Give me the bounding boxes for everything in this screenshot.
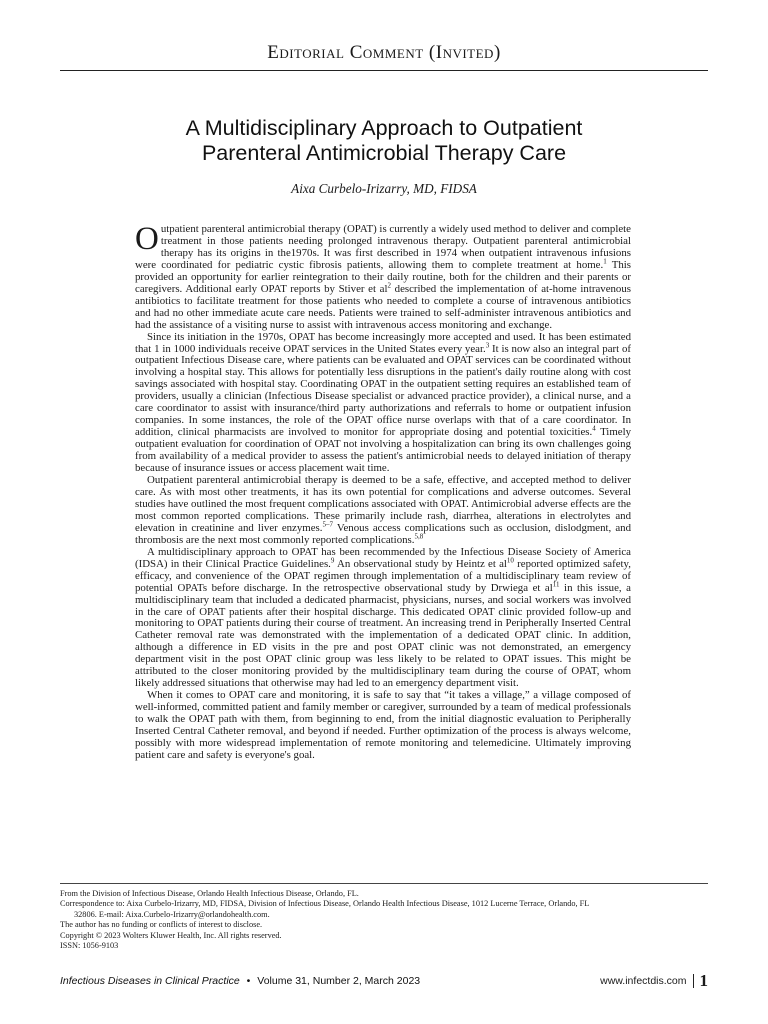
citation-ref[interactable]: 1 xyxy=(603,257,607,266)
issn-note: ISSN: 1056-9103 xyxy=(60,941,119,951)
page-number: 1 xyxy=(699,971,708,990)
journal-website[interactable]: www.infectdis.com xyxy=(600,975,687,987)
citation-ref[interactable]: 4 xyxy=(592,424,596,433)
citation-ref[interactable]: 11 xyxy=(552,579,560,588)
text-run: described the implementation of at-home intravenous antibiotics to facilitate treatment for those patients who needed to complete a course of intravenous antibiotics and had no other immediate acute care needs. Patients were trained to self-administer intravenous antibiotics and had the assistance of a visiting nurse to assist with intravenous access monitoring and exchange. xyxy=(135,282,631,331)
footnote-rule xyxy=(60,883,708,884)
text-run: in this issue, a multidisciplinary team that included a dedicated pharmacist, physicians, nurses, and social workers was involved in the care of OPAT patients after their hospital discharge. This dedicated OPAT clinic provided follow-up and monitoring to OPAT patients during their course of treatment. An increasing trend in Peripherally Inserted Central Catheter removal rate was demonstrated with the implementation of a dedicated OPAT clinic. In addition, although a difference in ED visits in the pre and post OPAT clinic was not demonstrated, an emergency department visit in the post OPAT clinic group was less likely to be related to OPAT issues. This might be attributed to the closer monitoring provided by the multidisciplinary team during the course of OPAT, whom likely addressed situations that otherwise may had led to an emergency department visit. xyxy=(135,581,631,690)
footer-separator: • xyxy=(246,975,251,987)
text-run: Venous access complications such as occlusion, dislodgment, and thrombosis are the next most commonly reported complications. xyxy=(135,521,632,546)
footer-divider xyxy=(693,974,694,988)
correspondence-email[interactable]: 32806. E-mail: Aixa.Curbelo-Irizarry@orlandohealth.com. xyxy=(74,909,270,919)
paragraph-5: When it comes to OPAT care and monitoring, it is safe to say that “it takes a village,” a village composed of well-informed, committed patient and family member or caregiver, surrounded by a team of medical professionals to walk the OPAT path with them, from beginning to end, from the initial diagnostic evaluation to Peripherally Inserted Central Catheter removal, and beyond if needed. Further optimization of the process is always welcome, possibly with more widespread implementation of remote monitoring and telemedicine. Ultimately improving patient care and safety is everyone's goal. xyxy=(135,689,631,761)
text-run: reported optimized safety, efficacy, and convenience of the OPAT regimen through implementation of a multidisciplinary team review of potential OPATs before discharge. In the retrospective observational study by Drwiega et al xyxy=(135,557,631,594)
author-byline: Aixa Curbelo-Irizarry, MD, FIDSA xyxy=(291,181,477,196)
funding-note: The author has no funding or conflicts of interest to disclose. xyxy=(60,920,263,930)
paragraph-4 xyxy=(135,547,631,690)
text-run: An observational study by Heintz et al xyxy=(334,557,507,570)
header-rule xyxy=(60,70,708,71)
title-line-2: Parenteral Antimicrobial Therapy Care xyxy=(201,141,567,165)
text-run: This provided an opportunity for earlier reintegration to their daily routine, both for the children and their parents or caregivers. Additional early OPAT reports by Stiver et al xyxy=(135,258,631,295)
text-run: Timely outpatient evaluation for coordination of OPAT not involving a hospitalization can bring its own challenges going from availability of a medical provider to assess the patient's antimicrobial needs to delayed initiation of therapy because of insurance issues or access placement wait time. xyxy=(135,426,632,475)
text-run: A multidisciplinary approach to OPAT has been recommended by the Infectious Disease Society of America (IDSA) in their Clinical Practice Guidelines. xyxy=(135,545,631,570)
footnotes xyxy=(60,889,708,951)
drop-cap: O xyxy=(135,221,159,257)
citation-ref[interactable]: 5–7 xyxy=(322,520,333,529)
section-heading: Editorial Comment (Invited) xyxy=(267,42,501,63)
text-run: Since its initiation in the 1970s, OPAT has become increasingly more accepted and used. It has been estimated that 1 in 1000 individuals receive OPAT services in the United States every year. xyxy=(135,330,631,355)
citation-ref[interactable]: 2 xyxy=(387,281,391,290)
affiliation-note: From the Division of Infectious Disease, Orlando Health Infectious Disease, Orlando, FL. xyxy=(60,889,359,898)
paragraph-2 xyxy=(135,332,631,475)
issue-info: Volume 31, Number 2, March 2023 xyxy=(257,975,421,987)
text-run: utpatient parenteral antimicrobial therapy (OPAT) is currently a widely used method to deliver and complete treatment in those patients needing prolonged intravenous therapy. Outpatient parenteral antimicrobial therapy has its origins in the1970s. It was first described in 1974 when outpatient intravenous infusions were coordinated for pediatric cystic fibrosis patients, allowing them to complete treatment at home. xyxy=(135,223,631,271)
article-body xyxy=(135,221,632,762)
citation-ref[interactable]: 10 xyxy=(506,556,514,565)
citation-ref[interactable]: 5,8 xyxy=(414,532,424,541)
text-run: Outpatient parenteral antimicrobial therapy is deemed to be a safe, effective, and accepted method to deliver care. As with most other treatments, it has its own potential for complications and adverse outcomes. Several studies have outlined the most frequent complications associated with OPAT. Antimicrobial adverse effects are the most common reported complications. These primarily include rash, diarrhea, alterations in electrolytes and elevation in creatinine and liver enzymes. xyxy=(135,474,631,534)
copyright-note: Copyright © 2023 Wolters Kluwer Health, Inc. All rights reserved. xyxy=(60,930,282,940)
journal-name: Infectious Diseases in Clinical Practice xyxy=(60,975,240,987)
footer-right xyxy=(600,971,708,991)
correspondence-note: Correspondence to: Aixa Curbelo-Irizarry, MD, FIDSA, Division of Infectious Disease, Orlando Health Infectious Disease, 1012 Lucerne Terrace, Orlando, FL xyxy=(60,899,590,909)
title-line-1: A Multidisciplinary Approach to Outpatient xyxy=(185,116,583,140)
citation-ref[interactable]: 3 xyxy=(485,340,490,349)
running-footer xyxy=(60,975,420,987)
paragraph-1 xyxy=(135,221,631,332)
paragraph-3 xyxy=(135,475,631,547)
citation-ref[interactable]: 9 xyxy=(330,556,335,565)
text-run: It is now also an integral part of outpatient Infectious Disease care, where patients can be evaluated and OPAT services can be coordinated without involving a hospital stay. This allows for potentially less disruptions in the patient's daily routine along with cost savings associated with hospital stay. Coordinating OPAT in the outpatient setting requires an established team of providers, usually a clinician (Infectious Disease specialist or advanced practice provider), a clinical nurse, and a care coordinator to assist with insurance/third party authorizations and referrals to home or outpatient infusion companies. In some instances, the role of the OPAT office nurse overlaps with that of a care coordinator. In addition, clinical pharmacists are involved to monitor for appropriate dosing and potential toxicities. xyxy=(135,342,631,439)
article-title xyxy=(60,116,708,166)
